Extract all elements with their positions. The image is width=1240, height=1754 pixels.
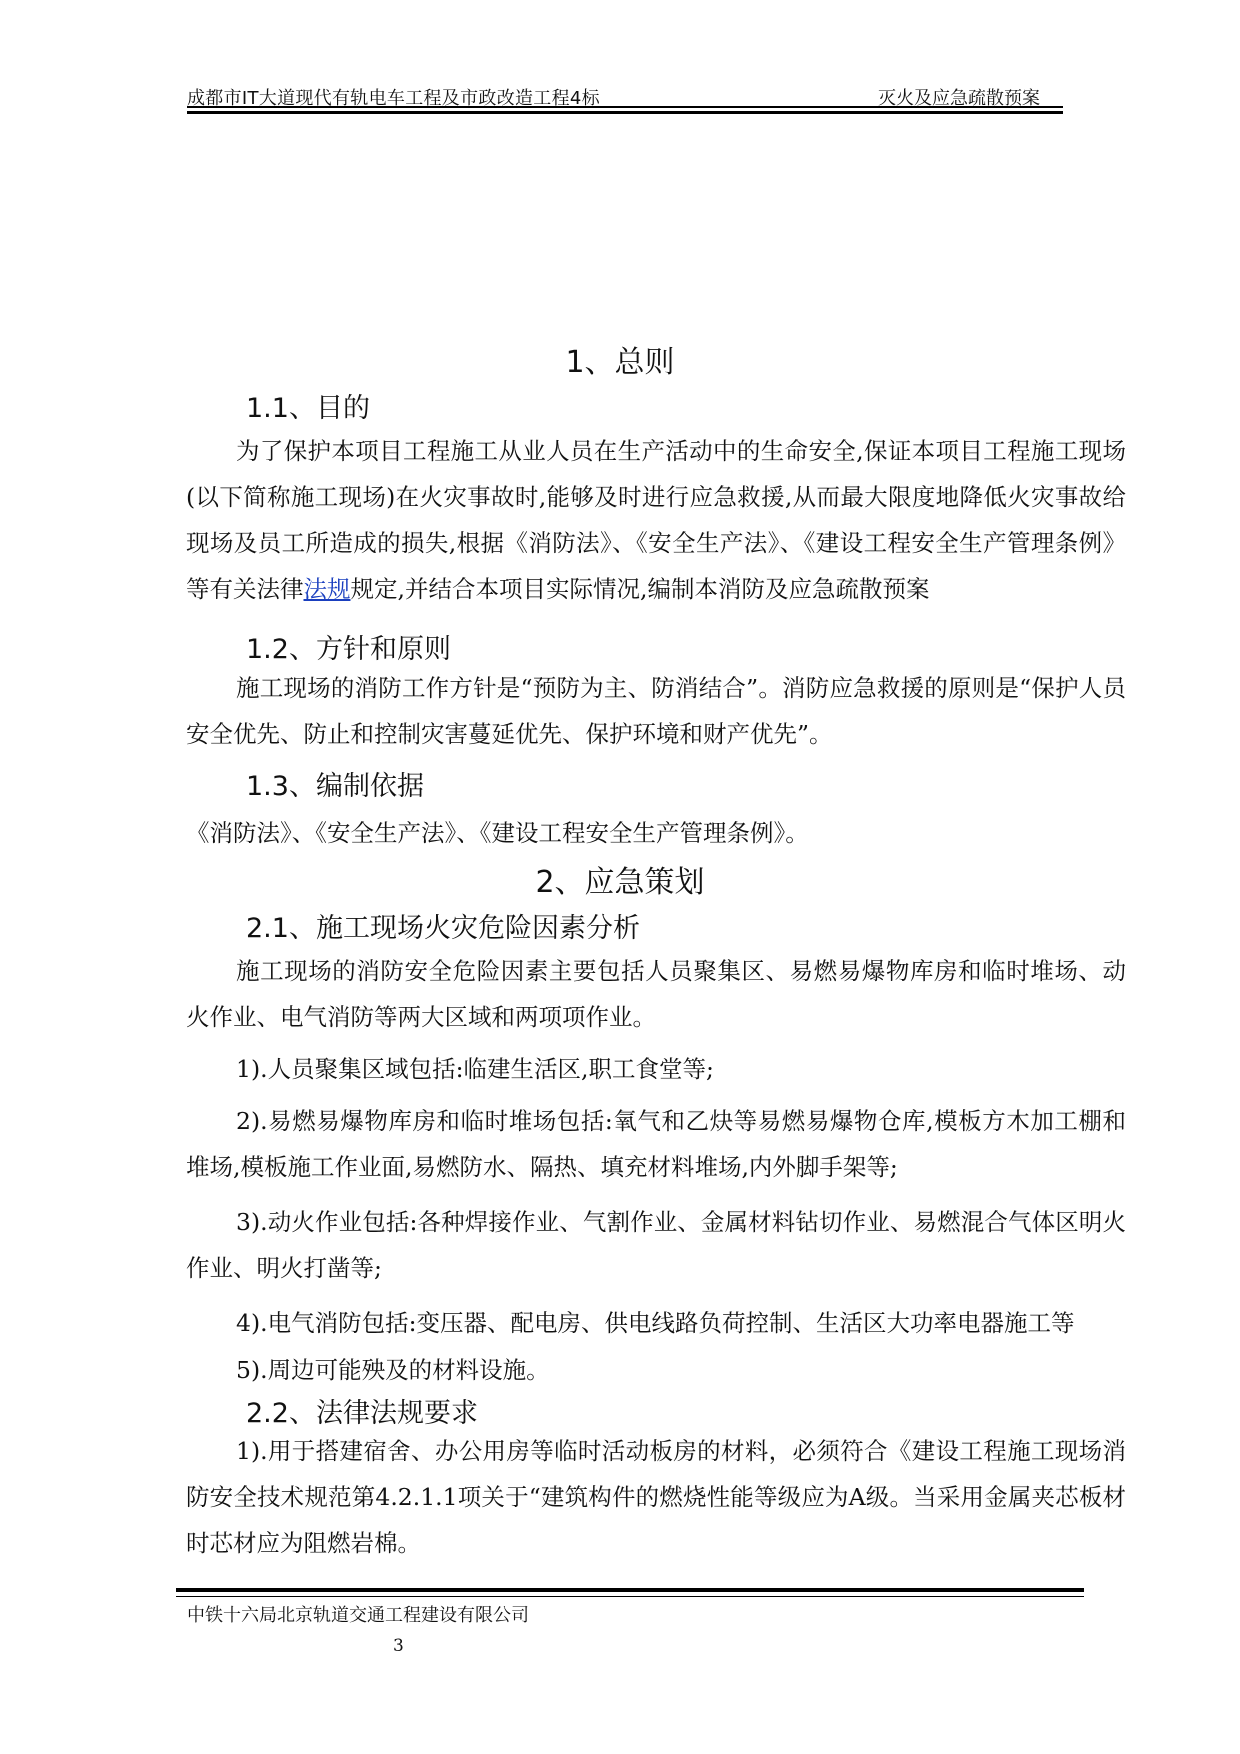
section-2-1-item-4: 4).电气消防包括:变压器、配电房、供电线路负荷控制、生活区大功率电器施工等 — [236, 1309, 1075, 1337]
section-2-1-paragraph: 施工现场的消防安全危险因素主要包括人员聚集区、易燃易爆物库房和临时堆场、动火作业、电气消防等两大区域和两项项作业。 — [186, 957, 1126, 1031]
page-number: 3 — [393, 1636, 404, 1656]
section-2-1-item-3: 3).动火作业包括:各种焊接作业、气割作业、金属材料钻切作业、易燃混合气体区明火作业、明火打凿等; — [186, 1208, 1126, 1282]
footer-company-name: 中铁十六局北京轨道交通工程建设有限公司 — [187, 1605, 529, 1626]
section-2-2-item-1: 1).用于搭建宿舍、办公用房等临时活动板房的材料，必须符合《建设工程施工现场消防安全技术规范第4.2.1.1项关于“建筑构件的燃烧性能等级应为A级。当采用金属夹芯板材时芯材应为阻燃岩棉。 — [186, 1437, 1126, 1557]
section-1-1-text-a: 为了保护本项目工程施工从业人员在生产活动中的生命安全,保证本项目工程施工现场(以下简称施工现场)在火灾事故时,能够及时进行应急救援,从而最大限度地降低火灾事故给现场及员工所造成的损失,根据《消防法》、《安全生产法》、《建设工程安全生产管理条例》等有关法律 — [186, 437, 1126, 603]
section-1-heading: 1、总则 — [565, 345, 675, 380]
section-2-2-heading: 2.2、法律法规要求 — [246, 1398, 478, 1429]
regulations-link[interactable]: 法规 — [303, 575, 351, 603]
section-1-3-text: 《消防法》、《安全生产法》、《建设工程安全生产管理条例》。 — [186, 819, 809, 847]
footer-rule-thick — [176, 1588, 1084, 1592]
section-2-1-item-5: 5).周边可能殃及的材料设施。 — [236, 1356, 550, 1384]
footer-rule-thin — [176, 1596, 1084, 1597]
section-1-1-paragraph — [186, 428, 1126, 612]
header-project-name: 成都市IT大道现代有轨电车工程及市政改造工程4标 — [187, 88, 600, 109]
section-1-2-paragraph: 施工现场的消防工作方针是“预防为主、防消结合”。消防应急救援的原则是“保护人员安全优先、防止和控制灾害蔓延优先、保护环境和财产优先”。 — [186, 674, 1126, 748]
section-2-1-heading: 2.1、施工现场火灾危险因素分析 — [246, 913, 640, 944]
section-2-1-item-1: 1).人员聚集区域包括:临建生活区,职工食堂等; — [236, 1055, 714, 1083]
header-rule-thin — [187, 106, 1063, 108]
section-1-1-text-b: 规定,并结合本项目实际情况,编制本消防及应急疏散预案 — [350, 575, 930, 603]
header-document-title: 灭火及应急疏散预案 — [878, 88, 1040, 109]
section-1-1-heading: 1.1、目的 — [246, 393, 370, 424]
section-2-heading: 2、应急策划 — [535, 865, 705, 900]
section-2-1-item-2: 2).易燃易爆物库房和临时堆场包括:氧气和乙炔等易燃易爆物仓库,模板方木加工棚和堆场,模板施工作业面,易燃防水、隔热、填充材料堆场,内外脚手架等; — [186, 1107, 1126, 1181]
header-rule-thick — [187, 111, 1063, 114]
section-1-2-heading: 1.2、方针和原则 — [246, 634, 451, 665]
section-1-3-heading: 1.3、编制依据 — [246, 771, 424, 802]
